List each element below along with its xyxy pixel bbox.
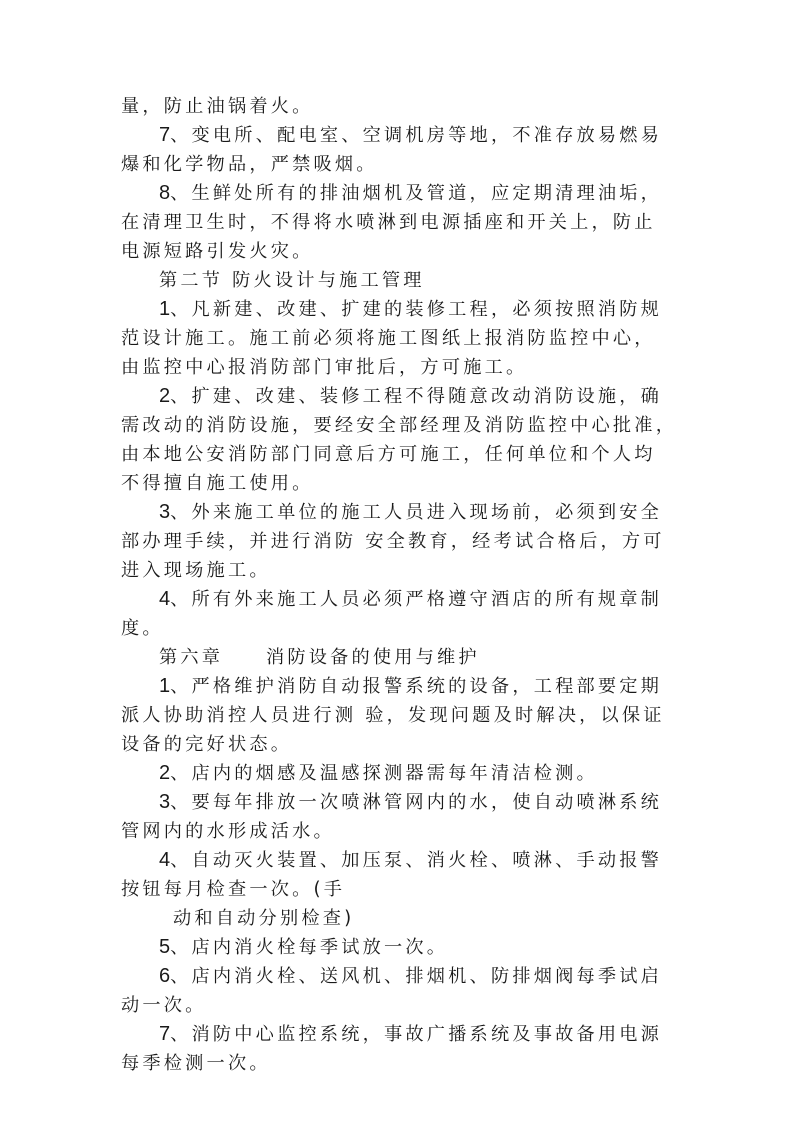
list-item-4 xyxy=(121,585,661,614)
list-item-2 xyxy=(121,382,661,411)
list-item-1 xyxy=(121,295,661,324)
paragraph-line xyxy=(121,208,661,237)
item-number: 2 xyxy=(159,762,171,784)
line-text: 不得擅自施工使用。 xyxy=(121,473,314,494)
list-item-7 xyxy=(121,121,661,150)
paragraph-line xyxy=(121,817,661,846)
paragraph-line xyxy=(121,1049,661,1078)
line-text: 、店内的烟感及温感探测器需每年清洁检测。 xyxy=(170,763,598,784)
line-text: 、要每年排放一次喷淋管网内的水，使自动喷淋系统 xyxy=(170,792,663,813)
paragraph-line xyxy=(121,440,661,469)
line-text: 电源短路引发火灾。 xyxy=(121,241,314,262)
paragraph-line xyxy=(121,904,661,933)
item-number: 7 xyxy=(159,124,171,146)
line-text: 范设计施工。施工前必须将施工图纸上报消防监控中心， xyxy=(121,328,656,349)
line-text: 、凡新建、改建、扩建的装修工程，必须按照消防规 xyxy=(170,299,663,320)
line-text: 设备的完好状态。 xyxy=(121,734,293,755)
item-number: 3 xyxy=(159,791,171,813)
paragraph-line xyxy=(121,92,661,121)
line-text: 、店内消火栓、送风机、排烟机、防排烟阀每季试启 xyxy=(170,966,663,987)
item-number: 7 xyxy=(159,1023,171,1045)
line-text: 、店内消火栓每季试放一次。 xyxy=(170,937,449,958)
list-item-6 xyxy=(121,962,661,991)
paragraph-line xyxy=(121,701,665,730)
line-text: 动和自动分别检查) xyxy=(173,908,355,929)
line-text: 、所有外来施工人员必须严格遵守酒店的所有规章制 xyxy=(170,589,663,610)
paragraph-line xyxy=(121,527,665,556)
line-text: 爆和化学物品，严禁吸烟。 xyxy=(121,154,378,175)
item-number: 6 xyxy=(159,965,171,987)
list-item-2 xyxy=(121,759,661,788)
line-text: 度。 xyxy=(121,618,164,639)
line-text: 量，防止油锅着火。 xyxy=(121,96,314,117)
heading-text: 第二节 防火设计与施工管理 xyxy=(159,270,425,291)
list-item-4 xyxy=(121,846,661,875)
paragraph-line xyxy=(121,353,661,382)
paragraph-line xyxy=(121,150,661,179)
line-text: 、消防中心监控系统，事故广播系统及事故备用电源 xyxy=(170,1024,663,1045)
section-heading xyxy=(121,266,661,295)
line-text: 、外来施工单位的施工人员进入现场前，必须到安全 xyxy=(170,502,663,523)
paragraph-line xyxy=(121,469,661,498)
heading-text: 第六章 消防设备的使用与维护 xyxy=(159,647,480,668)
line-text: 在清理卫生时，不得将水喷淋到电源插座和开关上，防止 xyxy=(121,212,656,233)
list-item-7 xyxy=(121,1020,661,1049)
item-number: 4 xyxy=(159,588,171,610)
line-text: 、严格维护消防自动报警系统的设备，工程部要定期 xyxy=(170,676,663,697)
line-text: 每季检测一次。 xyxy=(121,1053,271,1074)
chapter-heading xyxy=(121,643,661,672)
item-number: 5 xyxy=(159,936,171,958)
line-text: 按钮每月检查一次。(手 xyxy=(121,879,346,900)
item-number: 8 xyxy=(159,182,171,204)
list-item-3 xyxy=(121,788,661,817)
list-item-3 xyxy=(121,498,661,527)
line-text: 由本地公安消防部门同意后方可施工，任何单位和个人均 xyxy=(121,444,656,465)
item-number: 4 xyxy=(159,849,171,871)
paragraph-line xyxy=(121,614,661,643)
list-item-5 xyxy=(121,933,661,962)
line-text: 派人协助消控人员进行测 验，发现问题及时解决，以保证 xyxy=(121,705,665,726)
paragraph-line xyxy=(121,556,661,585)
paragraph-line xyxy=(121,324,661,353)
item-number: 2 xyxy=(159,385,171,407)
line-text: 需改动的消防设施，要经安全部经理及消防监控中心批准， xyxy=(121,415,678,436)
item-number: 3 xyxy=(159,501,171,523)
document-page xyxy=(121,92,678,1078)
item-number: 1 xyxy=(159,298,171,320)
list-item-1 xyxy=(121,672,661,701)
paragraph-line xyxy=(121,237,661,266)
line-text: 动一次。 xyxy=(121,995,207,1016)
line-text: 、生鲜处所有的排油烟机及管道，应定期清理油垢， xyxy=(170,183,663,204)
paragraph-line xyxy=(121,730,661,759)
line-text: 、扩建、改建、装修工程不得随意改动消防设施，确 xyxy=(170,386,663,407)
line-text: 由监控中心报消防部门审批后，方可施工。 xyxy=(121,357,528,378)
line-text: 管网内的水形成活水。 xyxy=(121,821,335,842)
paragraph-line xyxy=(121,875,661,904)
line-text: 、变电所、配电室、空调机房等地，不准存放易燃易 xyxy=(170,125,663,146)
line-text: 进入现场施工。 xyxy=(121,560,271,581)
paragraph-line xyxy=(121,411,678,440)
list-item-8 xyxy=(121,179,661,208)
line-text: 部办理手续，并进行消防 安全教育，经考试合格后，方可 xyxy=(121,531,665,552)
paragraph-line xyxy=(121,991,661,1020)
line-text: 、自动灭火装置、加压泵、消火栓、喷淋、手动报警 xyxy=(170,850,663,871)
item-number: 1 xyxy=(159,675,171,697)
